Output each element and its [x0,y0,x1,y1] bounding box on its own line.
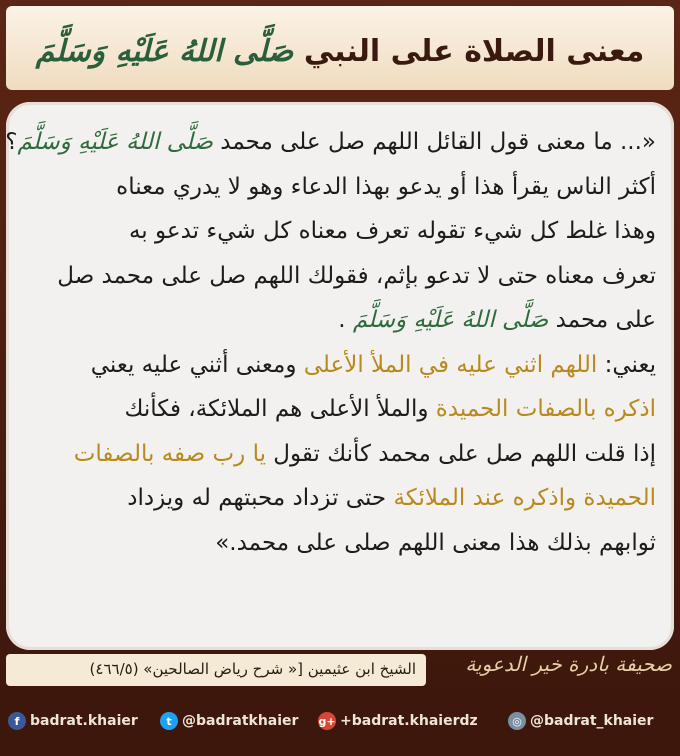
text-line [10,254,656,299]
text-segment: ثوابهم بذلك هذا معنى اللهم صلى على محمد.» [215,529,656,556]
social-instagram[interactable] [508,710,653,732]
page-title [6,34,674,74]
text-line [10,209,656,254]
title-salawat: صَلَّى اللهُ عَلَيْهِ وَسَلَّمَ [35,34,294,69]
twitter-icon: t [160,712,178,730]
logo: صحيفة بادرة خير الدعوية [465,652,672,676]
salawat-glyph: صَلَّى اللهُ عَلَيْهِ وَسَلَّمَ [352,307,549,333]
text-line [10,387,656,432]
instagram-icon: ◎ [508,712,526,730]
text-segment: حتى تزداد محبتهم له ويزداد [127,485,394,511]
social-facebook[interactable] [8,710,138,732]
body-text [5,120,656,565]
content-panel [6,102,674,650]
social-bar [0,700,680,756]
title-text: معنى الصلاة على النبي [303,34,645,69]
social-googleplus[interactable] [318,710,478,732]
text-segment: . [338,307,353,333]
text-segment: تعرف معناه حتى لا تدعو بإثم، فقولك اللهم صل على محمد صل [57,262,656,289]
highlighted-phrase: الحميدة واذكره عند الملائكة [393,485,656,511]
text-line [10,298,656,343]
text-line [10,476,656,521]
text-line [10,432,656,477]
text-segment: «... ما معنى قول القائل اللهم صل على محمد [212,129,656,155]
facebook-handle: badrat.khaier [30,713,138,729]
highlighted-phrase: اذكره بالصفات الحميدة [435,396,656,422]
instagram-handle: @badrat_khaier [530,713,654,729]
text-line [10,521,656,566]
text-segment: إذا قلت اللهم صل على محمد كأنك تقول [266,440,656,467]
highlighted-phrase: اللهم اثني عليه في الملأ الأعلى [303,351,598,378]
text-segment: على محمد [548,307,656,333]
googleplus-icon: g+ [318,712,336,730]
facebook-icon: f [8,712,26,730]
text-line [5,120,656,165]
source-citation: الشيخ ابن عثيمين [« شرح رياض الصالحين» (٤٦٦/٥) [89,660,416,678]
highlighted-phrase: يا رب صفه بالصفات [73,440,266,467]
text-line [10,343,656,388]
text-segment: ومعنى أثني عليه يعني [90,351,304,378]
text-segment: أكثر الناس يقرأ هذا أو يدعو بهذا الدعاء وهو لا يدري معناه [116,173,656,200]
social-twitter[interactable] [160,710,298,732]
twitter-handle: @badratkhaier [182,713,299,729]
salawat-glyph: صَلَّى اللهُ عَلَيْهِ وَسَلَّمَ [17,129,213,155]
text-segment: وهذا غلط كل شيء تقوله تعرف معناه كل شيء تدعو به [128,218,656,244]
source-bar [6,654,426,686]
googleplus-handle: +badrat.khaierdz [340,713,478,729]
text-segment: والملأ الأعلى هم الملائكة، فكأنك [124,396,436,422]
text-segment: ؟ [5,129,18,155]
title-band [6,6,674,90]
text-line [10,165,656,210]
text-segment: يعني: [597,351,656,378]
